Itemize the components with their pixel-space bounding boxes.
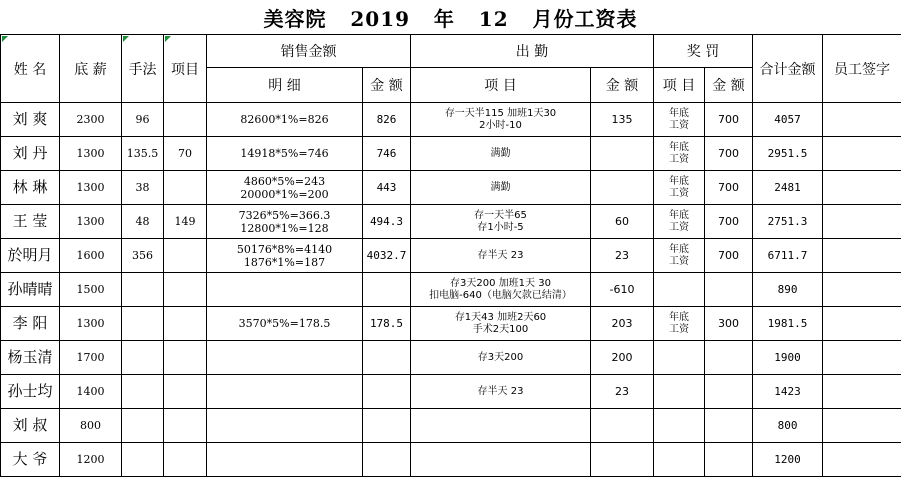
attendance-amount-cell[interactable]: 23: [591, 375, 654, 409]
base-salary-cell[interactable]: 1200: [60, 443, 122, 477]
total-cell[interactable]: 1981.5: [753, 307, 823, 341]
total-cell[interactable]: 1423: [753, 375, 823, 409]
item-cell[interactable]: [164, 103, 207, 137]
total-cell[interactable]: 1200: [753, 443, 823, 477]
total-cell[interactable]: 890: [753, 273, 823, 307]
technique-cell[interactable]: 356: [122, 239, 164, 273]
attendance-item-line: 存一天半65: [474, 209, 527, 221]
attendance-amount-cell[interactable]: -610: [591, 273, 654, 307]
attendance-amount-cell[interactable]: [591, 443, 654, 477]
technique-cell[interactable]: 96: [122, 103, 164, 137]
base-salary-cell[interactable]: 1300: [60, 307, 122, 341]
sales-detail-cell[interactable]: [207, 409, 363, 443]
item-cell[interactable]: 149: [164, 205, 207, 239]
bonus-amount-cell[interactable]: [705, 273, 753, 307]
sales-detail-cell[interactable]: [207, 239, 363, 273]
attendance-item-cell[interactable]: [411, 239, 591, 273]
technique-cell[interactable]: [122, 341, 164, 375]
signature-cell[interactable]: [823, 239, 901, 273]
attendance-amount-cell[interactable]: 23: [591, 239, 654, 273]
bonus-item-line: 年底: [669, 311, 690, 323]
employee-name[interactable]: 刘 叔: [1, 409, 60, 443]
sales-detail-line: 7326*5%=366.3: [238, 208, 331, 222]
sales-detail-line: 14918*5%=746: [240, 147, 329, 160]
attendance-item-cell[interactable]: [411, 103, 591, 137]
sales-detail-line: 4860*5%=243: [243, 174, 326, 188]
technique-cell[interactable]: 135.5: [122, 137, 164, 171]
bonus-amount-cell[interactable]: 700: [705, 205, 753, 239]
sales-detail-cell[interactable]: [207, 375, 363, 409]
base-salary-cell[interactable]: 1300: [60, 205, 122, 239]
item-cell[interactable]: [164, 239, 207, 273]
table-row: [1, 171, 901, 205]
item-cell[interactable]: [164, 375, 207, 409]
base-salary-cell[interactable]: 1400: [60, 375, 122, 409]
bonus-item-cell[interactable]: [654, 273, 705, 307]
technique-cell[interactable]: [122, 375, 164, 409]
bonus-amount-cell[interactable]: [705, 341, 753, 375]
base-salary-cell[interactable]: 1300: [60, 137, 122, 171]
signature-cell[interactable]: [823, 205, 901, 239]
table-row: [1, 103, 901, 137]
table-row: [1, 137, 901, 171]
sales-amount-cell[interactable]: 746: [363, 137, 411, 171]
base-salary-cell[interactable]: 1700: [60, 341, 122, 375]
base-salary-cell[interactable]: 1500: [60, 273, 122, 307]
sales-amount-cell[interactable]: 178.5: [363, 307, 411, 341]
attendance-item-cell[interactable]: [411, 341, 591, 375]
header-item[interactable]: 项目: [164, 35, 207, 103]
table-row: [1, 409, 901, 443]
header-bonus-amount[interactable]: 金 额: [705, 68, 753, 103]
header-sales[interactable]: 销售金额: [207, 35, 411, 68]
employee-name[interactable]: 李 阳: [1, 307, 60, 341]
bonus-item-cell[interactable]: [654, 443, 705, 477]
signature-cell[interactable]: [823, 443, 901, 477]
signature-cell[interactable]: [823, 103, 901, 137]
bonus-item-cell[interactable]: [654, 103, 705, 137]
signature-cell[interactable]: [823, 137, 901, 171]
sales-detail-cell[interactable]: [207, 103, 363, 137]
total-cell[interactable]: 2481: [753, 171, 823, 205]
technique-cell[interactable]: [122, 307, 164, 341]
sales-detail-cell[interactable]: [207, 205, 363, 239]
bonus-item-cell[interactable]: [654, 307, 705, 341]
table-row: [1, 341, 901, 375]
sales-amount-cell[interactable]: 443: [363, 171, 411, 205]
employee-name[interactable]: 孙晴晴: [1, 273, 60, 307]
item-cell[interactable]: 70: [164, 137, 207, 171]
employee-name[interactable]: 林 琳: [1, 171, 60, 205]
header-bonus-item[interactable]: 项 目: [654, 68, 705, 103]
sales-amount-cell[interactable]: 826: [363, 103, 411, 137]
technique-cell[interactable]: [122, 443, 164, 477]
header-base-salary[interactable]: 底 薪: [60, 35, 122, 103]
technique-cell[interactable]: [122, 273, 164, 307]
bonus-amount-cell[interactable]: 700: [705, 239, 753, 273]
bonus-item-line: 工资: [669, 187, 690, 199]
bonus-item-cell[interactable]: [654, 409, 705, 443]
technique-cell[interactable]: 38: [122, 171, 164, 205]
bonus-amount-cell[interactable]: 700: [705, 137, 753, 171]
salary-table: [0, 34, 901, 477]
attendance-item-line: 2小时-10: [479, 119, 522, 131]
total-cell[interactable]: 2751.3: [753, 205, 823, 239]
sales-amount-cell[interactable]: [363, 375, 411, 409]
attendance-item-line: 存一天半115 加班1天30: [444, 107, 557, 119]
item-cell[interactable]: [164, 171, 207, 205]
signature-cell[interactable]: [823, 375, 901, 409]
sales-amount-cell[interactable]: 4032.7: [363, 239, 411, 273]
bonus-item-cell[interactable]: [654, 137, 705, 171]
sales-detail-cell[interactable]: [207, 171, 363, 205]
signature-cell[interactable]: [823, 273, 901, 307]
sales-amount-cell[interactable]: [363, 273, 411, 307]
item-cell[interactable]: [164, 307, 207, 341]
attendance-amount-cell[interactable]: [591, 137, 654, 171]
attendance-item-line: 存3天200 加班1天 30: [450, 277, 551, 289]
bonus-amount-cell[interactable]: [705, 375, 753, 409]
bonus-amount-cell[interactable]: [705, 443, 753, 477]
bonus-item-line: 工资: [669, 153, 690, 165]
header-bonus[interactable]: 奖 罚: [654, 35, 753, 68]
table-row: [1, 239, 901, 273]
attendance-item-cell[interactable]: [411, 409, 591, 443]
bonus-item-cell[interactable]: [654, 341, 705, 375]
sales-detail-cell[interactable]: [207, 443, 363, 477]
table-row: [1, 205, 901, 239]
base-salary-cell[interactable]: 2300: [60, 103, 122, 137]
sheet-title: 美容院 2019 年 12 月份工资表: [263, 7, 638, 31]
sales-amount-cell[interactable]: [363, 341, 411, 375]
bonus-item-cell[interactable]: [654, 171, 705, 205]
sales-detail-line: 82600*1%=826: [240, 113, 329, 126]
bonus-item-line: 工资: [669, 323, 690, 335]
bonus-amount-cell[interactable]: 700: [705, 171, 753, 205]
item-cell[interactable]: [164, 341, 207, 375]
base-salary-cell[interactable]: 800: [60, 409, 122, 443]
technique-cell[interactable]: 48: [122, 205, 164, 239]
bonus-item-line: 工资: [669, 221, 690, 233]
employee-name[interactable]: 孙士均: [1, 375, 60, 409]
sales-detail-line: 3570*5%=178.5: [238, 317, 331, 330]
sales-detail-cell[interactable]: [207, 273, 363, 307]
total-cell[interactable]: 1900: [753, 341, 823, 375]
sales-detail-line: 1876*1%=187: [243, 255, 326, 269]
signature-cell[interactable]: [823, 409, 901, 443]
item-cell[interactable]: [164, 443, 207, 477]
base-salary-cell[interactable]: 1600: [60, 239, 122, 273]
attendance-item-line: 存3天200: [477, 351, 524, 363]
header-technique[interactable]: 手法: [122, 35, 164, 103]
attendance-amount-cell[interactable]: 200: [591, 341, 654, 375]
total-cell[interactable]: 2951.5: [753, 137, 823, 171]
sales-detail-line: 20000*1%=200: [240, 187, 329, 201]
attendance-item-line: 存半天 23: [477, 249, 524, 261]
bonus-item-line: 工资: [669, 119, 690, 131]
attendance-item-cell[interactable]: [411, 307, 591, 341]
attendance-item-cell[interactable]: [411, 443, 591, 477]
sales-detail-cell[interactable]: [207, 307, 363, 341]
bonus-amount-cell[interactable]: [705, 409, 753, 443]
header-attendance-item[interactable]: 项 目: [411, 68, 591, 103]
attendance-amount-cell[interactable]: 135: [591, 103, 654, 137]
sales-detail-cell[interactable]: [207, 341, 363, 375]
employee-name[interactable]: 刘 丹: [1, 137, 60, 171]
employee-name[interactable]: 杨玉清: [1, 341, 60, 375]
header-total[interactable]: 合计金额: [753, 35, 823, 103]
table-row: [1, 443, 901, 477]
header-name[interactable]: 姓 名: [1, 35, 60, 103]
sales-detail-line: 50176*8%=4140: [236, 242, 333, 256]
attendance-item-cell[interactable]: [411, 375, 591, 409]
sales-detail-cell[interactable]: [207, 137, 363, 171]
attendance-amount-cell[interactable]: 60: [591, 205, 654, 239]
attendance-item-line: 存1天43 加班2天60: [454, 311, 547, 323]
signature-cell[interactable]: [823, 171, 901, 205]
sales-amount-cell[interactable]: [363, 443, 411, 477]
bonus-item-line: 年底: [669, 209, 690, 221]
base-salary-cell[interactable]: 1300: [60, 171, 122, 205]
attendance-item-line: 存半天 23: [477, 385, 524, 397]
header-attendance[interactable]: 出 勤: [411, 35, 654, 68]
signature-cell[interactable]: [823, 307, 901, 341]
employee-name[interactable]: 王 莹: [1, 205, 60, 239]
header-attendance-amount[interactable]: 金 额: [591, 68, 654, 103]
attendance-item-line: 满勤: [490, 181, 511, 193]
attendance-amount-cell[interactable]: [591, 409, 654, 443]
sales-amount-cell[interactable]: 494.3: [363, 205, 411, 239]
total-cell[interactable]: 4057: [753, 103, 823, 137]
attendance-amount-cell[interactable]: [591, 171, 654, 205]
sales-detail-line: 12800*1%=128: [240, 221, 329, 235]
header-sales-detail[interactable]: 明 细: [207, 68, 363, 103]
attendance-item-line: 存1小时-5: [477, 221, 524, 233]
bonus-amount-cell[interactable]: 300: [705, 307, 753, 341]
attendance-item-line: 扣电脑-640（电脑欠款已结清）: [429, 289, 572, 301]
table-row: [1, 307, 901, 341]
employee-name[interactable]: 於明月: [1, 239, 60, 273]
header-sales-amount[interactable]: 金 额: [363, 68, 411, 103]
table-row: [1, 375, 901, 409]
total-cell[interactable]: 6711.7: [753, 239, 823, 273]
signature-cell[interactable]: [823, 341, 901, 375]
bonus-amount-cell[interactable]: 700: [705, 103, 753, 137]
sales-amount-cell[interactable]: [363, 409, 411, 443]
employee-name[interactable]: 刘 爽: [1, 103, 60, 137]
technique-cell[interactable]: [122, 409, 164, 443]
bonus-item-cell[interactable]: [654, 205, 705, 239]
bonus-item-line: 年底: [669, 175, 690, 187]
table-row: [1, 273, 901, 307]
item-cell[interactable]: [164, 273, 207, 307]
header-signature[interactable]: 员工签字: [823, 35, 901, 103]
attendance-amount-cell[interactable]: 203: [591, 307, 654, 341]
item-cell[interactable]: [164, 409, 207, 443]
bonus-item-line: 工资: [669, 255, 690, 267]
bonus-item-cell[interactable]: [654, 239, 705, 273]
bonus-item-line: 年底: [669, 107, 690, 119]
bonus-item-cell[interactable]: [654, 375, 705, 409]
attendance-item-cell[interactable]: [411, 171, 591, 205]
attendance-item-line: 满勤: [490, 147, 511, 159]
total-cell[interactable]: 800: [753, 409, 823, 443]
bonus-item-line: 年底: [669, 243, 690, 255]
attendance-item-cell[interactable]: [411, 205, 591, 239]
attendance-item-line: 手术2天100: [472, 323, 529, 335]
attendance-item-cell[interactable]: [411, 137, 591, 171]
bonus-item-line: 年底: [669, 141, 690, 153]
attendance-item-cell[interactable]: [411, 273, 591, 307]
employee-name[interactable]: 大 爷: [1, 443, 60, 477]
